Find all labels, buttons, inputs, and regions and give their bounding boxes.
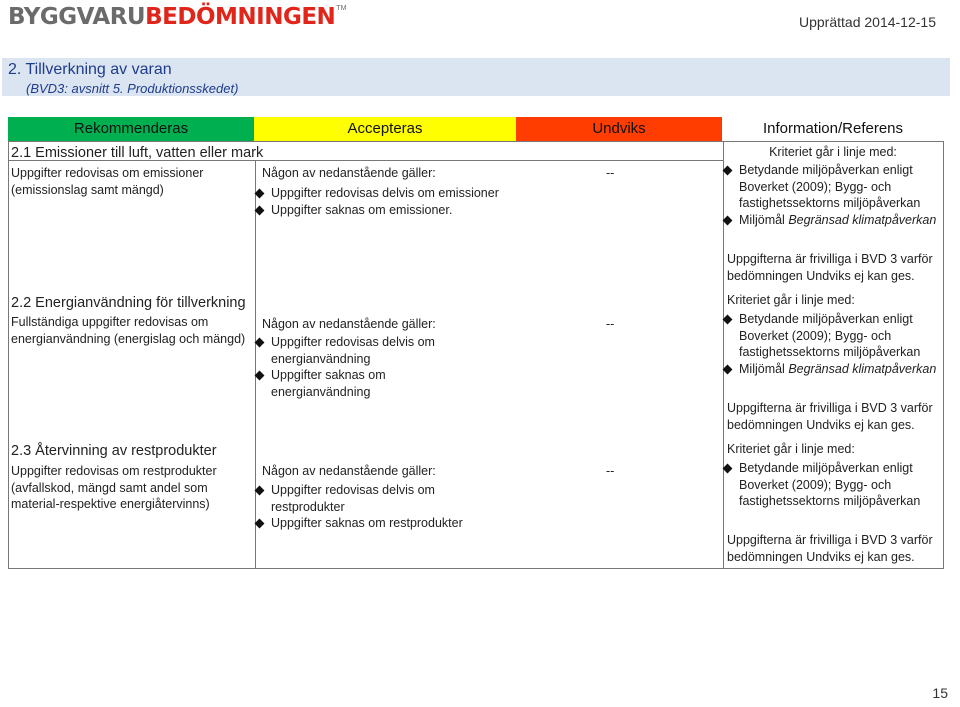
accepteras-list (255, 334, 485, 400)
information-note: Uppgifterna är frivilliga i BVD 3 varför bedömningen Undviks ej kan ges. (727, 533, 933, 564)
information-list (723, 162, 943, 228)
accepteras-list (255, 482, 485, 532)
information-intro: Kriteriet går i linje med: (727, 442, 855, 456)
document-date: Upprättad 2014-12-15 (799, 14, 936, 30)
bullet-icon (723, 315, 733, 325)
undviks-text: -- (606, 317, 615, 331)
column-header-rekommenderas: Rekommenderas (8, 117, 254, 141)
list-item: Betydande miljöpåverkan enligt Boverket (2009); Bygg- och fastighetssektorns miljöpåverkan (723, 460, 943, 510)
bullet-icon (723, 364, 733, 374)
column-header-bar (8, 117, 944, 141)
criterion-title: 2.1 Emissioner till luft, vatten eller mark (11, 145, 264, 161)
bullet-icon (723, 166, 733, 176)
rekommenderas-text: Uppgifter redovisas om emissioner (emissionslag samt mängd) (11, 166, 204, 197)
accepteras-intro: Någon av nedanstående gäller: (262, 317, 436, 331)
bullet-icon (255, 338, 265, 348)
list-item: Betydande miljöpåverkan enligt Boverket (2009); Bygg- och fastighetssektorns miljöpåverkan (723, 311, 943, 361)
information-intro: Kriteriet går i linje med: (727, 293, 855, 307)
logo-text-part1: BYGGVARU (8, 4, 146, 30)
criterion-title: 2.3 Återvinning av restprodukter (11, 443, 217, 459)
bullet-icon (255, 189, 265, 199)
page-number: 15 (932, 685, 948, 701)
accepteras-list (255, 185, 501, 218)
information-note: Uppgifterna är frivilliga i BVD 3 varför bedömningen Undviks ej kan ges. (727, 401, 933, 432)
information-intro: Kriteriet går i linje med: (769, 145, 897, 159)
accepteras-intro: Någon av nedanstående gäller: (262, 166, 436, 180)
list-item: Uppgifter saknas om restprodukter (255, 515, 485, 532)
information-list (723, 460, 943, 510)
information-list (723, 311, 943, 377)
bullet-icon (723, 215, 733, 225)
list-item: Uppgifter redovisas delvis om energianvändning (255, 334, 485, 367)
rekommenderas-text: Fullständiga uppgifter redovisas om energianvändning (energislag och mängd) (11, 315, 246, 346)
column-header-accepteras: Accepteras (254, 117, 516, 141)
undviks-text: -- (606, 464, 615, 478)
list-item: Uppgifter saknas om emissioner. (255, 202, 501, 219)
rekommenderas-text: Uppgifter redovisas om restprodukter (avfallskod, mängd samt andel som material-respektive energiåtervinns) (11, 464, 217, 511)
bullet-icon (255, 205, 265, 215)
section-title: 2. Tillverkning av varan (8, 61, 172, 78)
bullet-icon (255, 519, 265, 529)
bullet-icon (255, 486, 265, 496)
bullet-icon (255, 371, 265, 381)
section-subtitle: (BVD3: avsnitt 5. Produktionsskedet) (26, 81, 239, 96)
undviks-text: -- (606, 166, 615, 180)
logo-trademark: TM (336, 5, 347, 12)
column-header-information: Information/Referens (722, 117, 944, 141)
list-item: Betydande miljöpåverkan enligt Boverket (2009); Bygg- och fastighetssektorns miljöpåverkan (723, 162, 943, 212)
accepteras-intro: Någon av nedanstående gäller: (262, 464, 436, 478)
list-item: Miljömål Begränsad klimatpåverkan (723, 212, 943, 229)
list-item: Uppgifter redovisas delvis om emissioner (255, 185, 501, 202)
list-item: Miljömål Begränsad klimatpåverkan (723, 361, 943, 378)
criterion-title: 2.2 Energianvändning för tillverkning (11, 295, 246, 311)
list-item: Uppgifter saknas om energianvändning (255, 367, 485, 400)
list-item: Uppgifter redovisas delvis om restprodukter (255, 482, 485, 515)
logo-text-part2: BEDÖMNINGEN (145, 4, 336, 30)
information-note: Uppgifterna är frivilliga i BVD 3 varför bedömningen Undviks ej kan ges. (727, 252, 933, 283)
bullet-icon (723, 464, 733, 474)
column-header-undviks: Undviks (516, 117, 722, 141)
logo (8, 4, 346, 30)
